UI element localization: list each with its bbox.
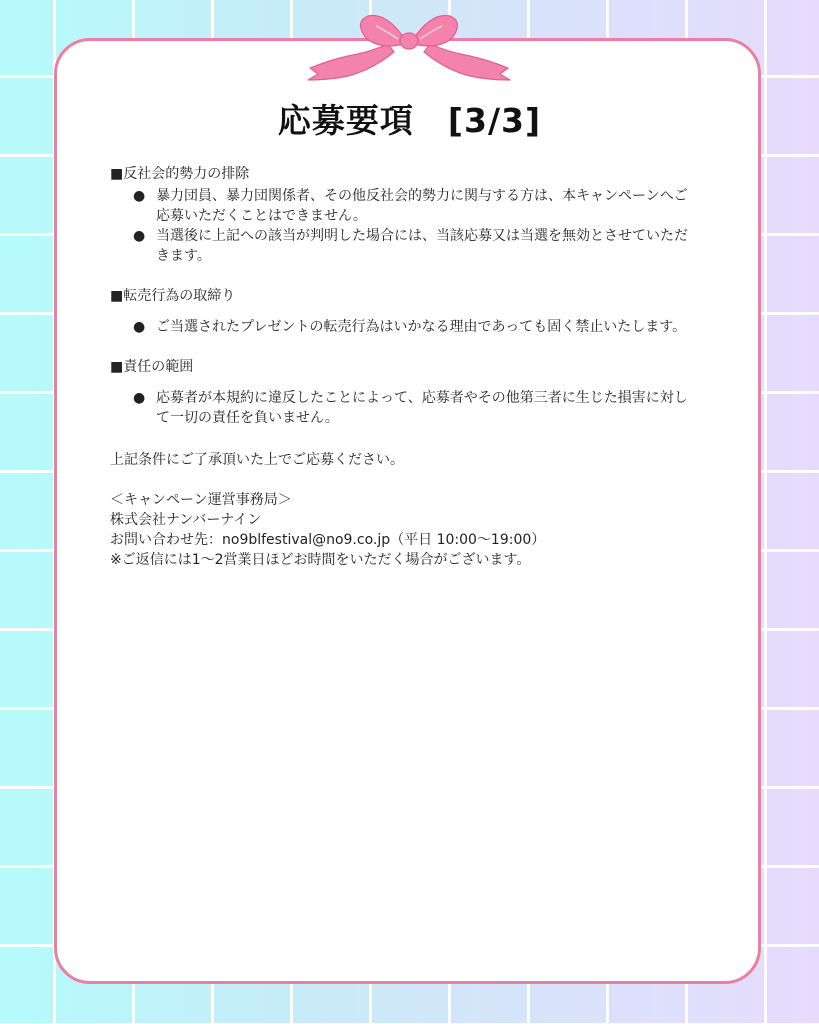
terms-content [110, 164, 700, 570]
bullet-icon: ● [133, 188, 146, 204]
list-item-text: 暴力団員、暴力団関係者、その他反社会的勢力に関与する方は、本キャンペーンへご応募いただくことはできません。 [156, 188, 688, 224]
list-item [110, 226, 700, 266]
section-resale [110, 286, 700, 337]
pink-ribbon-bow-icon [300, 8, 518, 90]
reply-note: ※ご返信には1〜2営業日ほどお時間をいただく場合がございます。 [110, 552, 531, 568]
section-liability [110, 357, 700, 428]
office-heading: ＜キャンペーン運営事務局＞ [110, 492, 292, 508]
list-item [110, 388, 700, 428]
section-heading: ■転売行為の取締り [110, 288, 236, 304]
list-item-text: 応募者が本規約に違反したことによって、応募者やその他第三者に生じた損害に対して一切の責任を負いません。 [156, 390, 688, 426]
section-heading: ■反社会的勢力の排除 [110, 166, 250, 182]
office-info [110, 490, 700, 570]
closing-note: 上記条件にご了承頂いた上でご応募ください。 [110, 452, 404, 468]
page-title: 応募要項 [3/3] [277, 101, 542, 140]
company-name: 株式会社ナンバーナイン [110, 512, 262, 528]
bullet-icon: ● [133, 228, 146, 244]
contact-info: お問い合わせ先：no9blfestival@no9.co.jp（平日 10:00〜19:00） [110, 532, 546, 548]
section-antisocial [110, 164, 700, 266]
list-item [110, 317, 700, 337]
bullet-icon: ● [133, 390, 146, 406]
section-list [110, 186, 700, 266]
section-list [110, 317, 700, 337]
list-item-text: 当選後に上記への該当が判明した場合には、当該応募又は当選を無効とさせていただきます。 [156, 228, 688, 264]
section-heading: ■責任の範囲 [110, 359, 194, 375]
list-item-text: ご当選されたプレゼントの転売行為はいかなる理由であっても固く禁止いたします。 [156, 319, 687, 335]
section-list [110, 388, 700, 428]
bullet-icon: ● [133, 319, 146, 335]
list-item [110, 186, 700, 226]
